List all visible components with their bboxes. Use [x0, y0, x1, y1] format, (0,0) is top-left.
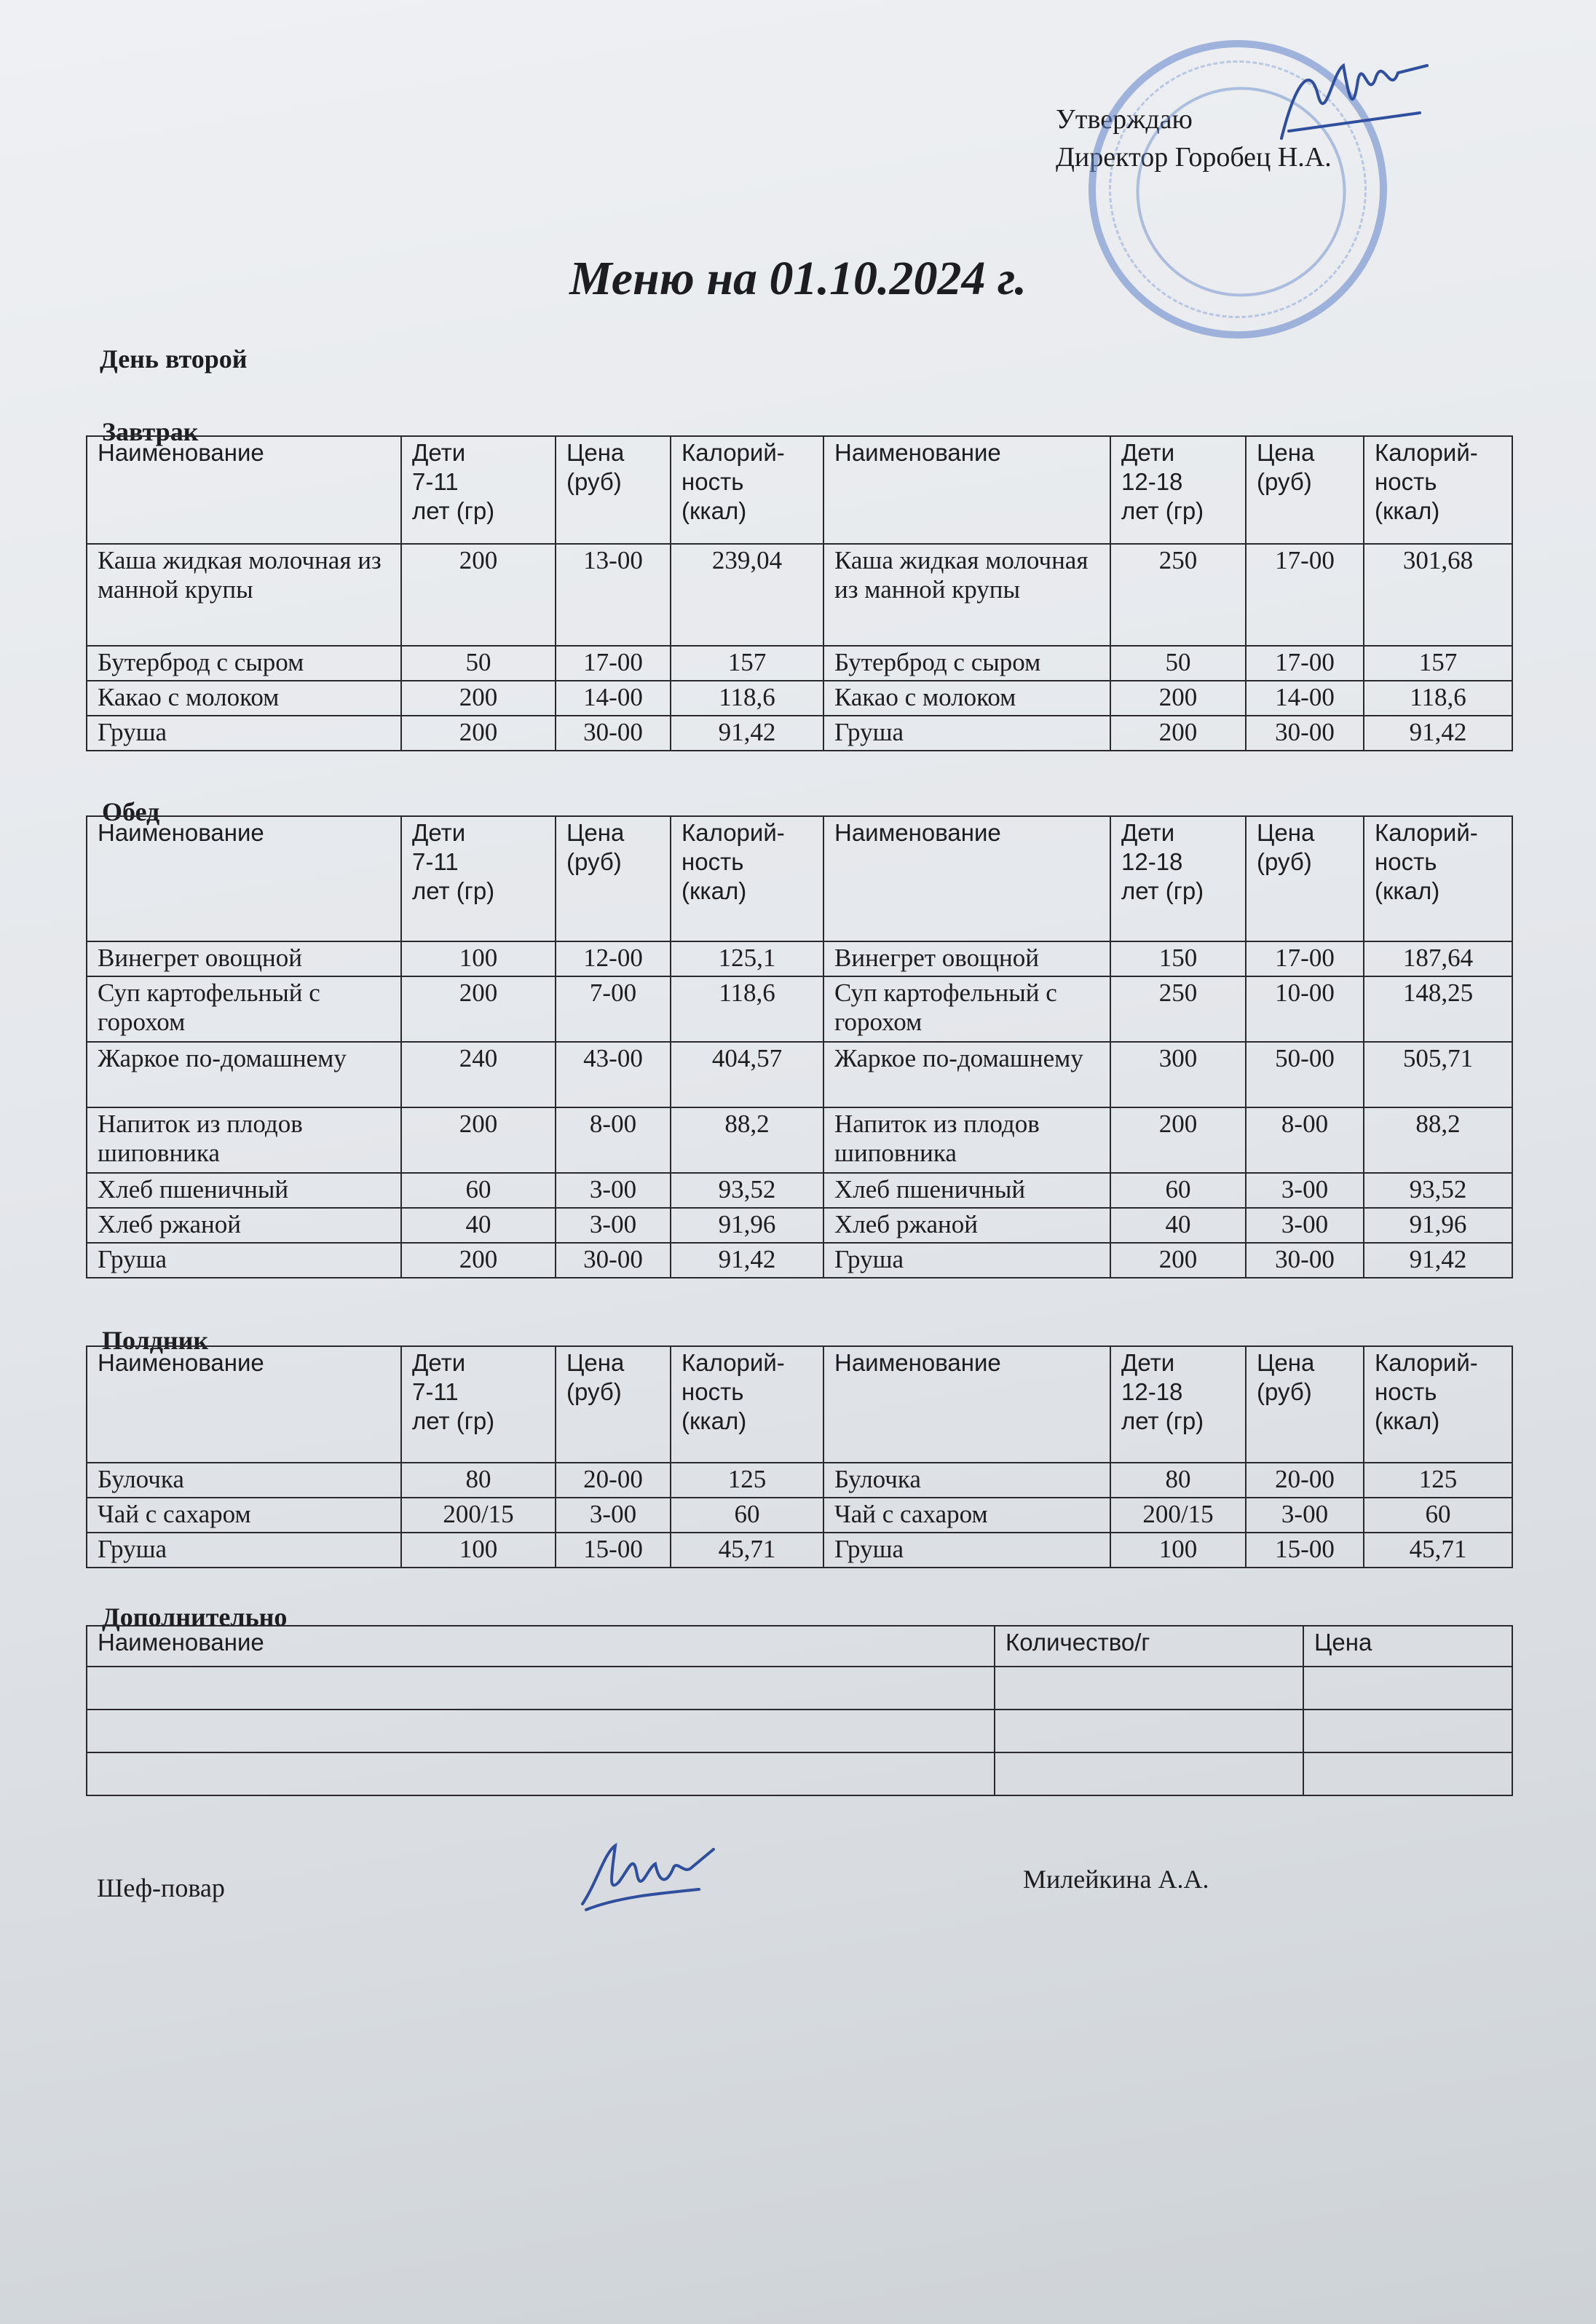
header-name — [823, 436, 1110, 544]
calories-7-11: 91,42 — [671, 1243, 823, 1278]
header-calories-line: ность — [682, 468, 744, 495]
price-7-11: 7-00 — [556, 976, 671, 1042]
extra-cell — [995, 1667, 1303, 1710]
price-7-11: 3-00 — [556, 1208, 671, 1243]
dish-name-12-18: Винегрет овощной — [823, 941, 1110, 976]
header-children-7-11-line: 7-11 — [412, 1378, 459, 1405]
header-price — [1246, 1346, 1364, 1463]
header-calories — [1364, 1346, 1512, 1463]
calories-12-18: 60 — [1364, 1498, 1512, 1533]
price-12-18: 14-00 — [1246, 681, 1364, 716]
header-price-line: Цена — [566, 439, 625, 466]
approve-label: Утверждаю — [1056, 104, 1193, 135]
table-row — [87, 941, 1512, 976]
header-calories — [671, 816, 823, 941]
calories-7-11: 239,04 — [671, 544, 823, 646]
dish-name-7-11: Булочка — [87, 1463, 401, 1498]
chef-signature — [575, 1824, 721, 1918]
price-12-18: 3-00 — [1246, 1498, 1364, 1533]
header-children-7-11 — [401, 436, 556, 544]
header-children-12-18-line: Дети — [1121, 1349, 1175, 1376]
calories-7-11: 125 — [671, 1463, 823, 1498]
portion-7-11: 200 — [401, 544, 556, 646]
header-price-line: Цена — [1257, 819, 1315, 846]
header-price — [1246, 436, 1364, 544]
dish-name-7-11: Жаркое по-домашнему — [87, 1042, 401, 1107]
calories-12-18: 118,6 — [1364, 681, 1512, 716]
extra-cell — [87, 1752, 995, 1795]
header-name — [87, 816, 401, 941]
header-calories-line: (ккал) — [682, 1407, 747, 1434]
header-name-line: Наименование — [834, 1349, 1001, 1376]
header-children-12-18-line: 12-18 — [1121, 1378, 1183, 1405]
extra-cell — [87, 1667, 995, 1710]
table-row — [87, 1042, 1512, 1107]
portion-12-18: 250 — [1110, 544, 1246, 646]
table-row — [87, 646, 1512, 681]
portion-7-11: 240 — [401, 1042, 556, 1107]
header-children-12-18 — [1110, 436, 1246, 544]
calories-12-18: 505,71 — [1364, 1042, 1512, 1107]
portion-7-11: 80 — [401, 1463, 556, 1498]
dish-name-12-18: Каша жидкая молочная из манной крупы — [823, 544, 1110, 646]
portion-12-18: 200 — [1110, 1107, 1246, 1173]
extra-cell — [1303, 1710, 1512, 1752]
portion-7-11: 100 — [401, 1533, 556, 1568]
header-price — [556, 816, 671, 941]
dish-name-12-18: Груша — [823, 1243, 1110, 1278]
portion-12-18: 250 — [1110, 976, 1246, 1042]
header-calories-line: (ккал) — [682, 497, 747, 524]
portion-7-11: 50 — [401, 646, 556, 681]
dish-name-7-11: Винегрет овощной — [87, 941, 401, 976]
dish-name-7-11: Груша — [87, 716, 401, 751]
price-12-18: 17-00 — [1246, 941, 1364, 976]
section-title: Полдник — [102, 1326, 209, 1355]
dish-name-12-18: Хлеб пшеничный — [823, 1173, 1110, 1208]
header-price-line: Цена — [1257, 439, 1315, 466]
header-name-line: Наименование — [98, 439, 264, 466]
header-calories — [1364, 436, 1512, 544]
price-7-11: 20-00 — [556, 1463, 671, 1498]
dish-name-12-18: Чай с сахаром — [823, 1498, 1110, 1533]
chef-label: Шеф-повар — [97, 1873, 225, 1902]
header-price-line: (руб) — [566, 848, 622, 875]
price-7-11: 3-00 — [556, 1498, 671, 1533]
table-row — [87, 1208, 1512, 1243]
header-price-line: (руб) — [1257, 1378, 1312, 1405]
price-7-11: 43-00 — [556, 1042, 671, 1107]
header-children-12-18 — [1110, 1346, 1246, 1463]
dish-name-12-18: Булочка — [823, 1463, 1110, 1498]
dish-name-12-18: Груша — [823, 1533, 1110, 1568]
portion-12-18: 200 — [1110, 1243, 1246, 1278]
header-calories-line: ность — [1375, 848, 1437, 875]
price-12-18: 30-00 — [1246, 716, 1364, 751]
portion-12-18: 50 — [1110, 646, 1246, 681]
calories-7-11: 93,52 — [671, 1173, 823, 1208]
header-price-line: Цена — [566, 819, 625, 846]
price-12-18: 17-00 — [1246, 544, 1364, 646]
dish-name-7-11: Груша — [87, 1533, 401, 1568]
day-label: День второй — [100, 344, 248, 374]
calories-7-11: 118,6 — [671, 976, 823, 1042]
calories-12-18: 91,42 — [1364, 1243, 1512, 1278]
calories-7-11: 91,96 — [671, 1208, 823, 1243]
header-children-7-11-line: лет (гр) — [412, 1407, 495, 1434]
extra-cell — [995, 1752, 1303, 1795]
calories-12-18: 91,42 — [1364, 716, 1512, 751]
extra-header-qty: Количество/г — [995, 1626, 1303, 1667]
header-price — [1246, 816, 1364, 941]
dish-name-7-11: Каша жидкая молочная из манной крупы — [87, 544, 401, 646]
calories-12-18: 125 — [1364, 1463, 1512, 1498]
calories-12-18: 187,64 — [1364, 941, 1512, 976]
portion-12-18: 200/15 — [1110, 1498, 1246, 1533]
table-row — [87, 544, 1512, 646]
portion-7-11: 200/15 — [401, 1498, 556, 1533]
price-12-18: 3-00 — [1246, 1208, 1364, 1243]
header-children-7-11 — [401, 1346, 556, 1463]
section-title-extra: Дополнительно — [102, 1602, 288, 1632]
dish-name-12-18: Какао с молоком — [823, 681, 1110, 716]
header-calories-line: Калорий- — [682, 1349, 785, 1376]
portion-7-11: 200 — [401, 1107, 556, 1173]
header-calories — [1364, 816, 1512, 941]
calories-7-11: 118,6 — [671, 681, 823, 716]
dish-name-12-18: Груша — [823, 716, 1110, 751]
header-name — [87, 436, 401, 544]
price-7-11: 17-00 — [556, 646, 671, 681]
calories-7-11: 157 — [671, 646, 823, 681]
calories-12-18: 93,52 — [1364, 1173, 1512, 1208]
price-7-11: 30-00 — [556, 1243, 671, 1278]
header-calories-line: ность — [1375, 1378, 1437, 1405]
table-row — [87, 1533, 1512, 1568]
section-title: Обед — [102, 797, 160, 826]
table-row — [87, 1463, 1512, 1498]
calories-12-18: 157 — [1364, 646, 1512, 681]
header-children-7-11-line: 7-11 — [412, 468, 459, 495]
table-row — [87, 976, 1512, 1042]
price-12-18: 50-00 — [1246, 1042, 1364, 1107]
header-price — [556, 436, 671, 544]
table-row — [87, 681, 1512, 716]
chef-name: Милейкина А.А. — [1023, 1865, 1209, 1894]
header-children-12-18-line: лет (гр) — [1121, 1407, 1204, 1434]
header-calories-line: Калорий- — [1375, 819, 1478, 846]
header-name-line: Наименование — [834, 439, 1001, 466]
price-7-11: 30-00 — [556, 716, 671, 751]
portion-12-18: 200 — [1110, 681, 1246, 716]
header-name-line: Наименование — [834, 819, 1001, 846]
price-7-11: 3-00 — [556, 1173, 671, 1208]
price-12-18: 8-00 — [1246, 1107, 1364, 1173]
extra-header-price: Цена — [1303, 1626, 1512, 1667]
calories-7-11: 125,1 — [671, 941, 823, 976]
header-calories-line: (ккал) — [682, 877, 747, 904]
table-row — [87, 1498, 1512, 1533]
header-calories-line: Калорий- — [682, 439, 785, 466]
header-calories — [671, 436, 823, 544]
extra-cell — [1303, 1752, 1512, 1795]
calories-12-18: 91,96 — [1364, 1208, 1512, 1243]
header-calories-line: (ккал) — [1375, 1407, 1440, 1434]
header-calories-line: (ккал) — [1375, 877, 1440, 904]
price-12-18: 3-00 — [1246, 1173, 1364, 1208]
extra-cell — [1303, 1667, 1512, 1710]
price-7-11: 8-00 — [556, 1107, 671, 1173]
portion-12-18: 60 — [1110, 1173, 1246, 1208]
portion-7-11: 60 — [401, 1173, 556, 1208]
calories-7-11: 404,57 — [671, 1042, 823, 1107]
price-7-11: 12-00 — [556, 941, 671, 976]
header-children-7-11-line: Дети — [412, 1349, 466, 1376]
header-price-line: (руб) — [1257, 848, 1312, 875]
header-name — [823, 1346, 1110, 1463]
header-children-12-18-line: 12-18 — [1121, 848, 1183, 875]
dish-name-7-11: Хлеб пшеничный — [87, 1173, 401, 1208]
table-row — [87, 1243, 1512, 1278]
header-price-line: Цена — [566, 1349, 625, 1376]
extra-cell — [87, 1710, 995, 1752]
portion-12-18: 150 — [1110, 941, 1246, 976]
header-price-line: (руб) — [566, 1378, 622, 1405]
calories-7-11: 88,2 — [671, 1107, 823, 1173]
header-children-7-11 — [401, 816, 556, 941]
calories-7-11: 91,42 — [671, 716, 823, 751]
header-children-7-11-line: Дети — [412, 439, 466, 466]
header-children-7-11-line: лет (гр) — [412, 497, 495, 524]
portion-12-18: 100 — [1110, 1533, 1246, 1568]
price-7-11: 15-00 — [556, 1533, 671, 1568]
header-price-line: (руб) — [1257, 468, 1312, 495]
menu-table — [86, 435, 1513, 751]
price-7-11: 13-00 — [556, 544, 671, 646]
dish-name-12-18: Суп картофельный с горохом — [823, 976, 1110, 1042]
header-price — [556, 1346, 671, 1463]
price-12-18: 17-00 — [1246, 646, 1364, 681]
menu-table — [86, 815, 1513, 1278]
header-children-7-11-line: лет (гр) — [412, 877, 495, 904]
dish-name-7-11: Чай с сахаром — [87, 1498, 401, 1533]
table-row — [87, 1107, 1512, 1173]
header-calories-line: ность — [682, 848, 744, 875]
table-row — [87, 716, 1512, 751]
header-calories-line: Калорий- — [1375, 1349, 1478, 1376]
portion-7-11: 100 — [401, 941, 556, 976]
portion-7-11: 40 — [401, 1208, 556, 1243]
extra-header-name: Наименование — [87, 1626, 995, 1667]
section-title: Завтрак — [102, 417, 199, 446]
header-name — [87, 1346, 401, 1463]
header-name-line: Наименование — [98, 1349, 264, 1376]
header-children-7-11-line: Дети — [412, 819, 466, 846]
header-children-12-18-line: лет (гр) — [1121, 877, 1204, 904]
portion-7-11: 200 — [401, 716, 556, 751]
portion-7-11: 200 — [401, 1243, 556, 1278]
price-12-18: 15-00 — [1246, 1533, 1364, 1568]
portion-7-11: 200 — [401, 681, 556, 716]
portion-12-18: 200 — [1110, 716, 1246, 751]
director-signature — [1267, 51, 1434, 160]
header-name-line: Наименование — [98, 819, 264, 846]
calories-7-11: 60 — [671, 1498, 823, 1533]
table-row — [87, 1173, 1512, 1208]
portion-12-18: 300 — [1110, 1042, 1246, 1107]
header-children-7-11-line: 7-11 — [412, 848, 459, 875]
header-children-12-18-line: лет (гр) — [1121, 497, 1204, 524]
header-price-line: Цена — [1257, 1349, 1315, 1376]
header-calories-line: (ккал) — [1375, 497, 1440, 524]
dish-name-7-11: Груша — [87, 1243, 401, 1278]
extra-table — [86, 1625, 1513, 1796]
header-calories-line: ность — [1375, 468, 1437, 495]
dish-name-12-18: Хлеб ржаной — [823, 1208, 1110, 1243]
calories-7-11: 45,71 — [671, 1533, 823, 1568]
portion-12-18: 40 — [1110, 1208, 1246, 1243]
price-7-11: 14-00 — [556, 681, 671, 716]
header-calories-line: ность — [682, 1378, 744, 1405]
header-children-12-18 — [1110, 816, 1246, 941]
header-children-12-18-line: Дети — [1121, 439, 1175, 466]
portion-12-18: 80 — [1110, 1463, 1246, 1498]
calories-12-18: 45,71 — [1364, 1533, 1512, 1568]
price-12-18: 30-00 — [1246, 1243, 1364, 1278]
dish-name-12-18: Напиток из плодов шиповника — [823, 1107, 1110, 1173]
price-12-18: 10-00 — [1246, 976, 1364, 1042]
dish-name-7-11: Суп картофельный с горохом — [87, 976, 401, 1042]
calories-12-18: 301,68 — [1364, 544, 1512, 646]
dish-name-12-18: Бутерброд с сыром — [823, 646, 1110, 681]
header-calories-line: Калорий- — [1375, 439, 1478, 466]
calories-12-18: 88,2 — [1364, 1107, 1512, 1173]
dish-name-7-11: Какао с молоком — [87, 681, 401, 716]
portion-7-11: 200 — [401, 976, 556, 1042]
header-calories-line: Калорий- — [682, 819, 785, 846]
header-children-12-18-line: 12-18 — [1121, 468, 1183, 495]
header-price-line: (руб) — [566, 468, 622, 495]
extra-cell — [995, 1710, 1303, 1752]
director-name: Директор Горобец Н.А. — [1056, 142, 1332, 173]
dish-name-7-11: Хлеб ржаной — [87, 1208, 401, 1243]
header-calories — [671, 1346, 823, 1463]
header-children-12-18-line: Дети — [1121, 819, 1175, 846]
dish-name-7-11: Напиток из плодов шиповника — [87, 1107, 401, 1173]
header-name — [823, 816, 1110, 941]
page-title: Меню на 01.10.2024 г. — [569, 252, 1027, 305]
calories-12-18: 148,25 — [1364, 976, 1512, 1042]
price-12-18: 20-00 — [1246, 1463, 1364, 1498]
dish-name-12-18: Жаркое по-домашнему — [823, 1042, 1110, 1107]
menu-table — [86, 1345, 1513, 1568]
dish-name-7-11: Бутерброд с сыром — [87, 646, 401, 681]
